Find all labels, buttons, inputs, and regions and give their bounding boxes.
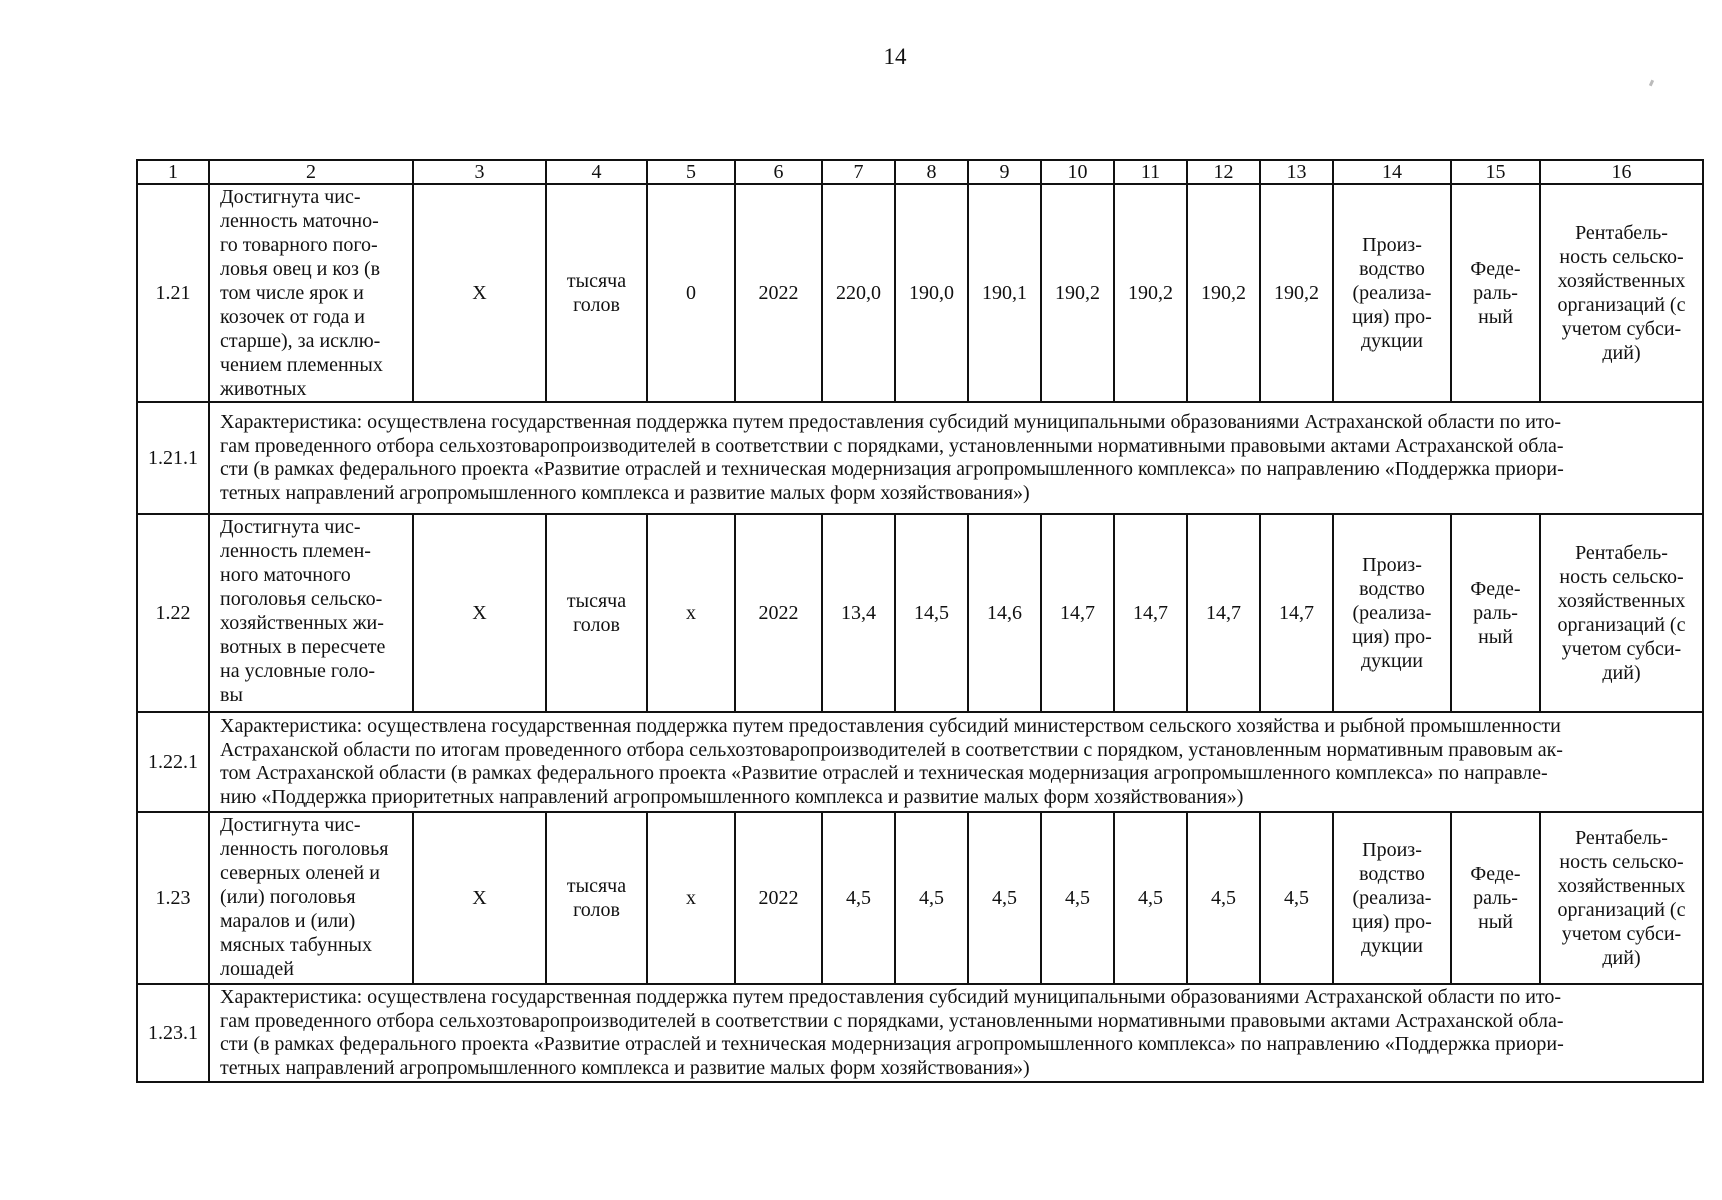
characteristic-code: 1.23.1 <box>137 984 209 1082</box>
value-cell: 220,0 <box>822 184 895 402</box>
value-cell: 13,4 <box>822 514 895 712</box>
year-cell: 2022 <box>735 812 822 984</box>
value-cell: 190,2 <box>1041 184 1114 402</box>
column-number: 1 <box>137 160 209 184</box>
value-cell: 190,1 <box>968 184 1041 402</box>
column-number: 14 <box>1333 160 1451 184</box>
column-number: 16 <box>1540 160 1703 184</box>
year-cell: 2022 <box>735 184 822 402</box>
column-3-value: X <box>413 514 546 712</box>
characteristic-row <box>137 712 1703 812</box>
column-number: 6 <box>735 160 822 184</box>
column-number: 2 <box>209 160 413 184</box>
column-5-value: 0 <box>647 184 735 402</box>
unit-cell: тысяча голов <box>546 812 647 984</box>
value-cell: 4,5 <box>895 812 968 984</box>
value-cell: 14,7 <box>1260 514 1333 712</box>
indicator-name: Достигнута чис- ленность племен- ного маточного поголовья сельско- хозяйственных жи- вотных в пересчете на условные голо- вы <box>209 514 413 712</box>
column-15-value: Феде- раль- ный <box>1451 514 1540 712</box>
value-cell: 190,2 <box>1114 184 1187 402</box>
column-16-value: Рентабель- ность сельско- хозяйственных организаций (с учетом субси- дий) <box>1540 812 1703 984</box>
row-code: 1.22 <box>137 514 209 712</box>
indicator-row <box>137 514 1703 712</box>
column-number: 4 <box>546 160 647 184</box>
value-cell: 14,5 <box>895 514 968 712</box>
characteristic-row <box>137 984 1703 1082</box>
column-14-value: Произ- водство (реализа- ция) про- дукции <box>1333 184 1451 402</box>
value-cell: 190,2 <box>1187 184 1260 402</box>
column-number: 9 <box>968 160 1041 184</box>
row-code: 1.23 <box>137 812 209 984</box>
value-cell: 4,5 <box>1187 812 1260 984</box>
unit-cell: тысяча голов <box>546 514 647 712</box>
column-14-value: Произ- водство (реализа- ция) про- дукции <box>1333 514 1451 712</box>
value-cell: 4,5 <box>968 812 1041 984</box>
unit-cell: тысяча голов <box>546 184 647 402</box>
value-cell: 4,5 <box>1041 812 1114 984</box>
indicator-row <box>137 812 1703 984</box>
row-code: 1.21 <box>137 184 209 402</box>
column-number: 7 <box>822 160 895 184</box>
characteristic-row <box>137 402 1703 514</box>
value-cell: 190,0 <box>895 184 968 402</box>
value-cell: 14,7 <box>1041 514 1114 712</box>
value-cell: 14,7 <box>1114 514 1187 712</box>
characteristic-text: Характеристика: осуществлена государственная поддержка путем предоставления субсидий министерством сельского хозяйства и рыбной промышленности Астраханской области по итогам проведенного отбора сельхозтоваропроизводителей в соответствии с порядком, установленным нормативным правовым ак- том Астраханской области (в рамках федерального проекта «Развитие отраслей и техническая модернизация агропромышленного комплекса» по направле- нию «Поддержка приоритетных направлений агропромышленного комплекса и развитие малых форм хозяйствования») <box>209 712 1703 812</box>
value-cell: 190,2 <box>1260 184 1333 402</box>
characteristic-code: 1.22.1 <box>137 712 209 812</box>
characteristic-text: Характеристика: осуществлена государственная поддержка путем предоставления субсидий муниципальными образованиями Астраханской области по ито- гам проведенного отбора сельхозтоваропроизводителей в соответствии с порядками, установленными нормативными правовыми актами Астраханской обла- сти (в рамках федерального проекта «Развитие отраслей и техническая модернизация агропромышленного комплекса» по направлению «Поддержка приори- тетных направлений агропромышленного комплекса и развитие малых форм хозяйствования») <box>209 984 1703 1082</box>
column-3-value: X <box>413 812 546 984</box>
characteristic-text: Характеристика: осуществлена государственная поддержка путем предоставления субсидий муниципальными образованиями Астраханской области по ито- гам проведенного отбора сельхозтоваропроизводителей в соответствии с порядками, установленными нормативными правовыми актами Астраханской обла- сти (в рамках федерального проекта «Развитие отраслей и техническая модернизация агропромышленного комплекса» по направлению «Поддержка приори- тетных направлений агропромышленного комплекса и развитие малых форм хозяйствования») <box>209 402 1703 514</box>
column-number: 12 <box>1187 160 1260 184</box>
column-number-row <box>137 160 1703 184</box>
column-16-value: Рентабель- ность сельско- хозяйственных организаций (с учетом субси- дий) <box>1540 514 1703 712</box>
characteristic-code: 1.21.1 <box>137 402 209 514</box>
column-number: 11 <box>1114 160 1187 184</box>
year-cell: 2022 <box>735 514 822 712</box>
column-number: 13 <box>1260 160 1333 184</box>
scan-mark <box>1649 80 1654 87</box>
column-5-value: х <box>647 812 735 984</box>
indicator-name: Достигнута чис- ленность маточно- го товарного пого- ловья овец и коз (в том числе ярок и козочек от года и старше), за исклю- чением племенных животных <box>209 184 413 402</box>
indicator-row <box>137 184 1703 402</box>
value-cell: 4,5 <box>1260 812 1333 984</box>
column-16-value: Рентабель- ность сельско- хозяйственных организаций (с учетом субси- дий) <box>1540 184 1703 402</box>
column-number: 8 <box>895 160 968 184</box>
value-cell: 14,6 <box>968 514 1041 712</box>
column-5-value: х <box>647 514 735 712</box>
column-3-value: X <box>413 184 546 402</box>
value-cell: 4,5 <box>822 812 895 984</box>
value-cell: 14,7 <box>1187 514 1260 712</box>
column-15-value: Феде- раль- ный <box>1451 812 1540 984</box>
column-15-value: Феде- раль- ный <box>1451 184 1540 402</box>
column-number: 10 <box>1041 160 1114 184</box>
column-number: 5 <box>647 160 735 184</box>
column-number: 3 <box>413 160 546 184</box>
page-number: 14 <box>883 44 907 69</box>
indicators-table <box>136 159 1704 1083</box>
value-cell: 4,5 <box>1114 812 1187 984</box>
column-14-value: Произ- водство (реализа- ция) про- дукции <box>1333 812 1451 984</box>
indicator-name: Достигнута чис- ленность поголовья северных оленей и (или) поголовья маралов и (или) мясных табунных лошадей <box>209 812 413 984</box>
column-number: 15 <box>1451 160 1540 184</box>
